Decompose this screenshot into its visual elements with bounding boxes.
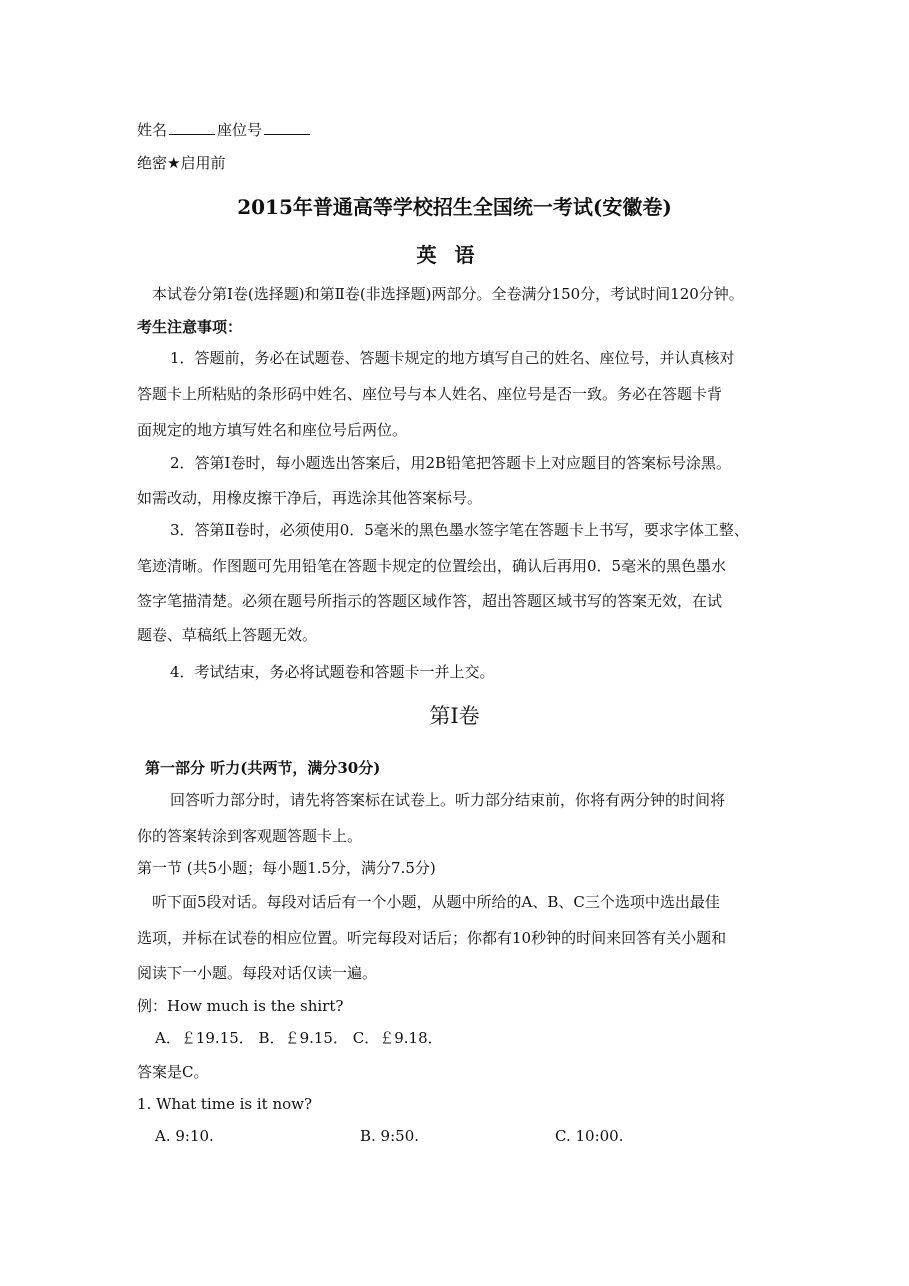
notice-line: 3．答第Ⅱ卷时，必须使用0．5毫米的黑色墨水签字笔在答题卡上书写，要求字体工整、 bbox=[170, 521, 749, 539]
seat-label: 座位号 bbox=[217, 121, 263, 139]
notice-line: 面规定的地方填写姓名和座位号后两位。 bbox=[137, 421, 408, 439]
question-1-option-a: A. 9:10. bbox=[155, 1127, 214, 1145]
secret-label: 绝密★启用前 bbox=[137, 154, 226, 172]
part1-instruction: 回答听力部分时，请先将答案标在试卷上。听力部分结束前，你将有两分钟的时间将 bbox=[170, 791, 726, 809]
example-answer: 答案是C。 bbox=[137, 1063, 209, 1081]
volume-title: 第Ⅰ卷 bbox=[429, 704, 480, 728]
question-1-option-b: B. 9:50. bbox=[360, 1127, 420, 1145]
notice-heading: 考生注意事项： bbox=[137, 318, 243, 336]
example-question: 例：How much is the shirt? bbox=[137, 997, 344, 1015]
part1-instruction: 你的答案转涂到客观题答题卡上。 bbox=[137, 827, 363, 845]
section1-instruction: 阅读下一小题。每段对话仅读一遍。 bbox=[137, 964, 378, 982]
part1-heading: 第一部分 听力(共两节，满分30分) bbox=[145, 759, 381, 777]
section1-instruction: 选项，并标在试卷的相应位置。听完每段对话后；你都有10秒钟的时间来回答有关小题和 bbox=[137, 929, 727, 947]
question-1: 1. What time is it now? bbox=[137, 1095, 313, 1113]
notice-line: 笔迹清晰。作图题可先用铅笔在答题卡规定的位置绘出，确认后再用0．5毫米的黑色墨水 bbox=[137, 557, 727, 575]
intro-text: 本试卷分第Ⅰ卷(选择题)和第Ⅱ卷(非选择题)两部分。全卷满分150分，考试时间120分钟。 bbox=[152, 285, 744, 303]
section1-instruction: 听下面5段对话。每段对话后有一个小题，从题中所给的A、B、C三个选项中选出最佳 bbox=[152, 893, 720, 911]
notice-line: 题卷、草稿纸上答题无效。 bbox=[137, 626, 318, 644]
notice-line: 2．答第Ⅰ卷时，每小题选出答案后，用2B铅笔把答题卡上对应题目的答案标号涂黑。 bbox=[170, 454, 732, 472]
section1-heading: 第一节 (共5小题；每小题1.5分，满分7.5分) bbox=[137, 859, 436, 877]
subject-title: 英语 bbox=[416, 243, 493, 267]
example-options: A．￡19.15． B．￡9.15． C．￡9.18． bbox=[155, 1029, 443, 1047]
notice-line: 签字笔描清楚。必须在题号所指示的答题区域作答，超出答题区域书写的答案无效，在试 bbox=[137, 592, 723, 610]
seat-blank bbox=[264, 120, 310, 135]
name-blank bbox=[169, 120, 215, 135]
name-seat-line bbox=[137, 120, 312, 140]
notice-line: 答题卡上所粘贴的条形码中姓名、座位号与本人姓名、座位号是否一致。务必在答题卡背 bbox=[137, 385, 723, 403]
name-label: 姓名 bbox=[137, 121, 168, 139]
notice-line: 4．考试结束，务必将试题卷和答题卡一并上交。 bbox=[170, 663, 495, 681]
question-1-option-c: C. 10:00. bbox=[555, 1127, 624, 1145]
notice-line: 1．答题前，务必在试题卷、答题卡规定的地方填写自己的姓名、座位号，并认真核对 bbox=[170, 349, 735, 367]
exam-title: 2015年普通高等学校招生全国统一考试(安徽卷) bbox=[237, 195, 672, 219]
notice-line: 如需改动，用橡皮擦干净后，再选涂其他答案标号。 bbox=[137, 489, 483, 507]
